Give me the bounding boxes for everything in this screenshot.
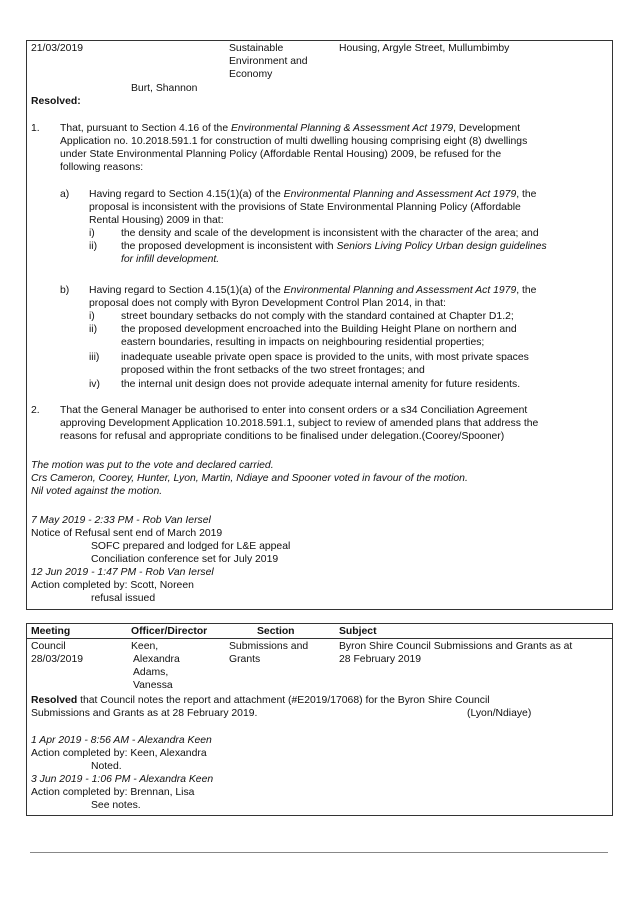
footer-rule [30, 852, 608, 853]
b-iii-text: inadequate useable private open space is provided to the units, with most private spaces proposed within the front setbacks of the two street frontages; and [121, 352, 529, 376]
b-text: Having regard to Section 4.15(1)(a) of the Environmental Planning and Assessment Act 1979, the proposal does not comply with Byron Development Control Plan 2014, in that: [89, 285, 537, 309]
p1-number: 1. [31, 123, 40, 134]
a-label: a) [60, 189, 70, 200]
header-meeting: Meeting [31, 626, 71, 637]
meeting-date: 21/03/2019 [31, 43, 84, 54]
action-notes-2: 1 Apr 2019 - 8:56 AM - Alexandra Keen Action completed by: Keen, Alexandra Noted. 3 Jun 2019 - 1:06 PM - Alexandra Keen Action completed by: Brennan, Lisa See notes. [31, 735, 214, 811]
b-iv-label: iv) [89, 379, 100, 390]
b-i-label: i) [89, 311, 95, 322]
officer-cell: Keen, Alexandra Adams, Vanessa [131, 641, 180, 691]
p2-text: That the General Manager be authorised to enter into consent orders or a s34 Conciliation Agreement approving Development Application 10.2018.591.1, subject to review of amended plans that address the reasons for refusal and appropriate conditions to be finalised under delegation.(Coorey/Spooner) [60, 405, 539, 442]
p1-text: That, pursuant to Section 4.16 of the Environmental Planning & Assessment Act 1979, Development Application no. 10.2018.591.1 for construction of multi dwelling housing comprising eight (8) dwellings under State Environmental Planning Policy (Affordable Rental Housing) 2009, be refused for the following reasons: [60, 123, 528, 173]
b-i-text: street boundary setbacks do not comply with the standard contained at Chapter D1.2; [121, 311, 514, 322]
resolution-box-1 [26, 40, 613, 610]
header-divider [27, 638, 612, 639]
header-subject: Subject [339, 626, 377, 637]
mover-seconder: (Lyon/Ndiaye) [467, 708, 532, 719]
b-iv-text: the internal unit design does not provide adequate internal amenity for future residents. [121, 379, 521, 390]
subject-cell: Byron Shire Council Submissions and Grants as at 28 February 2019 [339, 641, 573, 665]
a-i-text: the density and scale of the development is inconsistent with the character of the area; and [121, 228, 539, 239]
a-i-label: i) [89, 228, 95, 239]
a-text: Having regard to Section 4.15(1)(a) of the Environmental Planning and Assessment Act 1979, the proposal is inconsistent with the provisions of State Environmental Planning Policy (Affordable Rental Housing) 2009 in that: [89, 189, 537, 226]
b-iii-label: iii) [89, 352, 100, 363]
meeting-cell: Council 28/03/2019 [31, 641, 84, 665]
vote-record: The motion was put to the vote and declared carried. Crs Cameron, Coorey, Hunter, Lyon, Martin, Ndiaye and Spooner voted in favour of the motion. Nil voted against the motion. [31, 460, 468, 497]
header-section: Section [257, 626, 295, 637]
section-line-3: Economy [229, 69, 273, 80]
resolution-box-2 [26, 623, 613, 816]
resolution-text: Resolved that Council notes the report and attachment (#E2019/17068) for the Byron Shire Council Submissions and Grants as at 28 February 2019. [31, 695, 490, 719]
section-cell: Submissions and Grants [229, 641, 309, 665]
section-line-1: Sustainable [229, 43, 284, 54]
a-ii-text: the proposed development is inconsistent with Seniors Living Policy Urban design guidelines for infill development. [121, 241, 547, 265]
b-label: b) [60, 285, 70, 296]
a-ii-label: ii) [89, 241, 98, 252]
section-line-2: Environment and [229, 56, 308, 67]
b-ii-label: ii) [89, 324, 98, 335]
resolved-label: Resolved: [31, 96, 81, 107]
b-ii-text: the proposed development encroached into the Building Height Plane on northern and eastern boundaries, resulting in impacts on neighbouring residential properties; [121, 324, 517, 348]
p2-number: 2. [31, 405, 40, 416]
header-officer: Officer/Director [131, 626, 208, 637]
subject: Housing, Argyle Street, Mullumbimby [339, 43, 510, 54]
action-notes-1: 7 May 2019 - 2:33 PM - Rob Van Iersel Notice of Refusal sent end of March 2019 SOFC prepared and lodged for L&E appeal Conciliation conference set for July 2019 12 Jun 2019 - 1:47 PM - Rob Van Iersel Action completed by: Scott, Noreen refusal issued [31, 515, 291, 604]
officer: Burt, Shannon [131, 83, 198, 94]
